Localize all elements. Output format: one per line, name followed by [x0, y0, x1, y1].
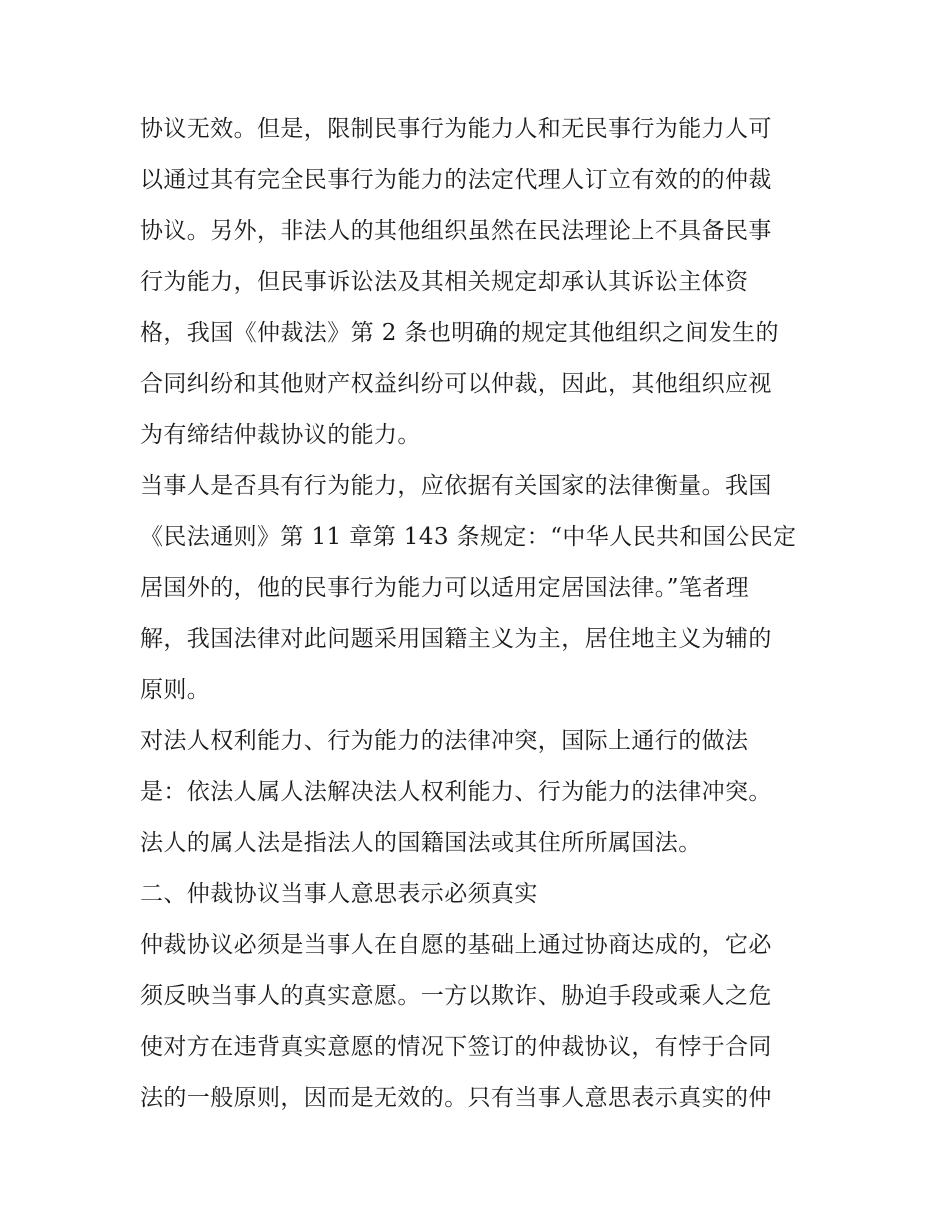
document-body — [140, 104, 820, 1124]
text-line: 仲裁协议必须是当事人在自愿的基础上通过协商达成的，它必 — [140, 932, 772, 958]
text-line: 协议无效。但是，限制民事行为能力人和无民事行为能力人可 — [140, 116, 772, 142]
text-line: 是：依法人属人法解决法人权利能力、行为能力的法律冲突。 — [140, 779, 772, 805]
text-line: 解，我国法律对此问题采用国籍主义为主，居住地主义为辅的 — [140, 626, 772, 652]
text-line: 须反映当事人的真实意愿。一方以欺诈、胁迫手段或乘人之危 — [140, 983, 772, 1009]
text-line: 为有缔结仲裁协议的能力。 — [140, 422, 421, 448]
text-line: 居国外的，他的民事行为能力可以适用定居国法律。”笔者理 — [140, 575, 750, 601]
text-line: 行为能力，但民事诉讼法及其相关规定却承认其诉讼主体资 — [140, 269, 749, 295]
text-line: 法的一般原则，因而是无效的。只有当事人意思表示真实的仲 — [140, 1085, 772, 1111]
text-line: 当事人是否具有行为能力，应依据有关国家的法律衡量。我国 — [140, 473, 772, 499]
section-heading: 二、仲裁协议当事人意思表示必须真实 — [140, 881, 538, 907]
text-line: 法人的属人法是指法人的国籍国法或其住所所属国法。 — [140, 830, 702, 856]
text-line: 《民法通则》第 11 章第 143 条规定：“中华人民共和国公民定 — [140, 524, 797, 550]
text-line: 协议。另外，非法人的其他组织虽然在民法理论上不具备民事 — [140, 218, 772, 244]
text-line: 合同纠纷和其他财产权益纠纷可以仲裁，因此，其他组织应视 — [140, 371, 772, 397]
text-line: 对法人权利能力、行为能力的法律冲突，国际上通行的做法 — [140, 728, 749, 754]
text-line: 以通过其有完全民事行为能力的法定代理人订立有效的的仲裁 — [140, 167, 772, 193]
text-line: 格，我国《仲裁法》第 2 条也明确的规定其他组织之间发生的 — [140, 320, 779, 346]
text-line: 原则。 — [140, 677, 211, 703]
text-line: 使对方在违背真实意愿的情况下签订的仲裁协议，有悖于合同 — [140, 1034, 772, 1060]
